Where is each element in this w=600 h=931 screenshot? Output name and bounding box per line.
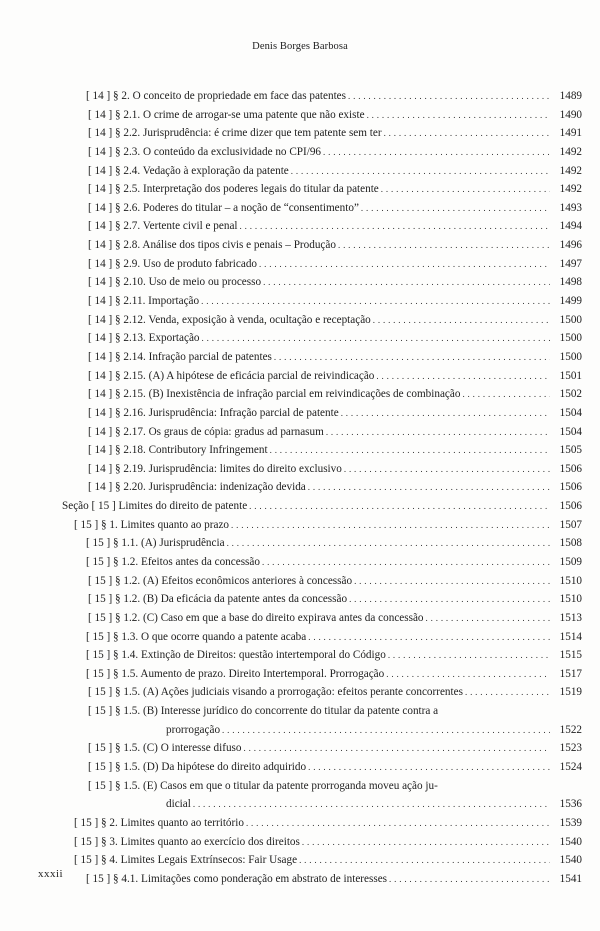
toc-page-number: 1491: [559, 127, 582, 140]
dot-leader: [354, 572, 550, 591]
toc-entry-body: [88, 124, 582, 143]
toc-entry-title: [ 15 ] § 1.2. Efeitos antes da concessão: [86, 556, 260, 568]
toc-entry-title: [ 15 ] § 4. Limites Legais Extrínsecos: Fair Usage: [74, 854, 298, 867]
toc-entry-body: [88, 143, 582, 162]
toc-entry-title: [ 14 ] § 2.20. Jurisprudência: indenização devida: [88, 481, 306, 494]
toc-entry-title: [ 14 ] § 2.15. (B) Inexistência de infração parcial em reivindicações de combinação: [88, 388, 461, 401]
toc-entry-title: [ 14 ] § 2.13. Exportação: [88, 332, 200, 345]
dot-leader: [299, 851, 550, 870]
toc-entry-title-continued: dicial: [166, 798, 191, 811]
toc-entry-body: [86, 665, 582, 684]
toc-entry-body: [88, 702, 582, 739]
toc-entry-title: [ 14 ] § 2.15. (A) A hipótese de eficácia parcial de reivindicação: [88, 369, 375, 382]
toc-page-number: 1492: [559, 145, 582, 158]
toc-entry-title: [ 15 ] § 4.1. Limitações como ponderação em abstrato de interesses: [86, 872, 388, 885]
dot-leader: [259, 255, 550, 274]
toc-page-number: 1492: [559, 164, 582, 177]
dot-leader: [202, 329, 550, 348]
toc-entry-title: [ 14 ] § 2. O conceito de propriedade em face das patentes: [86, 89, 347, 102]
toc-entry-title: [ 14 ] § 2.11. Importação: [88, 295, 200, 308]
toc-entry-body: [88, 329, 582, 348]
dot-leader: [373, 311, 550, 330]
toc-entry: [0, 739, 600, 758]
toc-entry: [0, 292, 600, 311]
toc-entry: [0, 255, 600, 274]
dot-leader: [349, 590, 550, 609]
toc-entry-title: [ 14 ] § 2.5. Interpretação dos poderes legais do titular da patente: [88, 183, 379, 196]
toc-entry-body: [88, 609, 582, 628]
dot-leader: [426, 609, 550, 628]
dot-leader: [246, 814, 550, 833]
toc-entry-title: [ 15 ] § 1.5. (A) Ações judiciais visando a prorrogação: efeitos perante concorrentes: [88, 686, 463, 699]
toc-entry: [0, 534, 600, 553]
toc-entry-title: [ 14 ] § 2.8. Análise dos tipos civis e penais – Produção: [88, 239, 336, 252]
toc-entry-body: [88, 460, 582, 479]
toc-entry: [0, 478, 600, 497]
toc-entry: [0, 516, 600, 535]
toc-page-number: 1504: [559, 425, 582, 438]
toc-entry: [0, 273, 600, 292]
toc-entry-body: [88, 106, 582, 125]
toc-page-number: 1506: [559, 500, 582, 513]
toc-entry: [0, 441, 600, 460]
toc-entry-body: [88, 441, 582, 460]
toc-entry-title: [ 14 ] § 2.10. Uso de meio ou processo: [88, 276, 262, 289]
toc-entry: [0, 590, 600, 609]
toc-entry: [0, 106, 600, 125]
toc-entry: [0, 609, 600, 628]
toc-entry-title: [ 15 ] § 1.5. (B) Interesse jurídico do concorrente do titular da patente contra a: [88, 705, 439, 718]
toc-entry: [0, 684, 600, 703]
dot-leader: [193, 795, 550, 814]
toc-page-number: 1498: [559, 276, 582, 289]
toc-entry: [0, 404, 600, 423]
toc-entry-title: [ 14 ] § 2.1. O crime de arrogar-se uma patente que não existe: [88, 108, 365, 121]
toc-entry-title-continued: prorrogação: [166, 723, 221, 736]
toc-entry: [0, 162, 600, 181]
toc-entry-body: [88, 348, 582, 367]
toc-page-number: 1524: [559, 761, 582, 774]
toc-entry-title: [ 15 ] § 1.5. (E) Casos em que o titular da patente prorroganda moveu ação ju-: [88, 779, 438, 792]
toc-entry-body: [86, 534, 582, 553]
toc-entry-title: [ 15 ] § 2. Limites quanto ao território: [74, 817, 244, 829]
toc-entry: [0, 143, 600, 162]
toc-entry: [0, 553, 600, 572]
toc-page-number: 1510: [559, 593, 582, 606]
toc-entry-title: [ 14 ] § 2.16. Jurisprudência: Infração parcial de patente: [88, 406, 339, 419]
toc-entry: [0, 833, 600, 852]
toc-entry: [0, 628, 600, 647]
toc-page-number: 1513: [559, 611, 582, 624]
toc-entry-title: [ 15 ] § 1.2. (C) Caso em que a base do direito expirava antes da concessão: [88, 611, 424, 624]
toc-entry-title: [ 14 ] § 2.14. Infração parcial de patentes: [88, 350, 272, 363]
toc-entry-body: [74, 516, 582, 535]
dot-leader: [240, 217, 550, 236]
dot-leader: [262, 553, 550, 572]
toc-entry-body: [88, 292, 582, 311]
toc-entry-body: [88, 236, 582, 255]
toc-entry-title: [ 14 ] § 2.7. Vertente civil e penal: [88, 220, 238, 233]
toc-page-number: 1492: [559, 183, 582, 196]
toc-page-number: 1501: [559, 369, 582, 382]
dot-leader: [323, 143, 550, 162]
dot-leader: [361, 199, 550, 218]
toc-entry-body: [88, 367, 582, 386]
toc-entry-title: [ 14 ] § 2.2. Jurisprudência: é crime dizer que tem patente sem ter: [88, 127, 382, 140]
toc-entry-body: [88, 758, 582, 777]
dot-leader: [389, 870, 550, 889]
toc-entry: [0, 497, 600, 516]
toc-entry-title: [ 15 ] § 1. Limites quanto ao prazo: [74, 518, 230, 531]
dot-leader: [344, 460, 550, 479]
dot-leader: [308, 758, 550, 777]
toc-entry-body: [74, 814, 582, 833]
toc-entry: [0, 758, 600, 777]
toc-page-number: 1509: [559, 556, 582, 568]
dot-leader: [222, 721, 550, 740]
toc-entry: [0, 124, 600, 143]
toc-page-number: 1517: [559, 667, 582, 680]
toc-entry-body: [86, 553, 582, 572]
toc-entry-title: [ 14 ] § 2.6. Poderes do titular – a noção de “consentimento”: [88, 201, 359, 214]
toc-entry-body: [74, 833, 582, 852]
toc-entry: [0, 702, 600, 739]
toc-entry-body: [88, 311, 582, 330]
toc-page-number: 1489: [559, 89, 582, 102]
toc-entry-body: [88, 385, 582, 404]
toc-entry-title: [ 15 ] § 1.5. (D) Da hipótese do direito adquirido: [88, 761, 307, 774]
toc-entry: [0, 236, 600, 255]
toc-page-number: 1502: [559, 388, 582, 401]
toc-page-number: 1514: [559, 630, 582, 643]
toc-entry-body: [88, 404, 582, 423]
toc-entry-title: [ 14 ] § 2.3. O conteúdo da exclusividade no CPI/96: [88, 145, 322, 158]
toc-page-number: 1494: [559, 220, 582, 233]
toc-entry-body: [88, 180, 582, 199]
toc-page-number: 1499: [559, 295, 582, 308]
toc-page-number: 1541: [559, 872, 582, 885]
toc-page-number: 1493: [559, 201, 582, 214]
toc-entry: [0, 777, 600, 814]
toc-page-number: 1507: [559, 518, 582, 531]
toc-entry-body: [88, 684, 582, 703]
toc-page-number: 1497: [559, 257, 582, 270]
toc-entry-title: [ 14 ] § 2.18. Contributory Infringement: [88, 444, 268, 457]
toc-entry: [0, 217, 600, 236]
toc-entry-title: [ 15 ] § 3. Limites quanto ao exercício dos direitos: [74, 835, 300, 848]
dot-leader: [231, 516, 550, 535]
toc-entry-body: [62, 497, 582, 516]
toc-entry: [0, 348, 600, 367]
toc-page-number: 1506: [559, 462, 582, 475]
toc-page-number: 1515: [559, 649, 582, 662]
toc-page-number: 1536: [559, 798, 582, 811]
running-head: Denis Borges Barbosa: [252, 41, 348, 52]
toc-entry-title: [ 15 ] § 1.2. (B) Da eficácia da patente antes da concessão: [88, 593, 348, 606]
toc-entry-title: [ 14 ] § 2.19. Jurisprudência: limites do direito exclusivo: [88, 462, 342, 475]
dot-leader: [341, 404, 550, 423]
toc-entry-title: [ 15 ] § 1.1. (A) Jurisprudência: [86, 537, 225, 550]
dot-leader: [384, 124, 550, 143]
toc-page-number: 1510: [559, 574, 582, 587]
dot-leader: [291, 162, 550, 181]
toc-entry-title: [ 15 ] § 1.5. (C) O interesse difuso: [88, 742, 242, 755]
dot-leader: [376, 367, 550, 386]
toc-entry: [0, 180, 600, 199]
toc-entry-title: [ 14 ] § 2.4. Vedação à exploração da patente: [88, 164, 289, 177]
toc-page-number: 1500: [559, 350, 582, 363]
toc-entry-body: [88, 199, 582, 218]
toc-page-number: 1500: [559, 332, 582, 345]
toc-entry-title: [ 15 ] § 1.2. (A) Efeitos econômicos anteriores à concessão: [88, 574, 353, 587]
toc-entry-body: [86, 87, 582, 106]
toc-page-number: 1508: [559, 537, 582, 550]
dot-leader: [348, 87, 550, 106]
dot-leader: [367, 106, 550, 125]
toc-entry-body: [88, 590, 582, 609]
toc-entry: [0, 665, 600, 684]
toc-entry-body: [88, 423, 582, 442]
dot-leader: [338, 236, 550, 255]
toc-page-number: 1519: [559, 686, 582, 699]
toc-entry: [0, 423, 600, 442]
toc-entry: [0, 385, 600, 404]
toc-page-number: 1523: [559, 742, 582, 755]
dot-leader: [263, 273, 550, 292]
toc-entry-title: [ 15 ] § 1.5. Aumento de prazo. Direito Intertemporal. Prorrogação: [86, 667, 385, 680]
toc-entry-title: [ 14 ] § 2.17. Os graus de cópia: gradus ad parnasum: [88, 425, 324, 438]
toc-entry: [0, 572, 600, 591]
dot-leader: [244, 739, 551, 758]
toc-entry: [0, 460, 600, 479]
table-of-contents: [0, 87, 600, 889]
toc-entry-body: [88, 739, 582, 758]
page-folio: xxxii: [38, 868, 64, 880]
dot-leader: [308, 478, 550, 497]
toc-page-number: 1540: [559, 854, 582, 867]
toc-entry-body: [86, 646, 582, 665]
dot-leader: [462, 385, 550, 404]
toc-entry: [0, 814, 600, 833]
toc-entry-body: [88, 478, 582, 497]
toc-page-number: 1490: [559, 108, 582, 121]
toc-entry: [0, 851, 600, 870]
dot-leader: [388, 646, 550, 665]
toc-entry: [0, 87, 600, 106]
toc-entry-body: [86, 870, 582, 889]
dot-leader: [465, 683, 550, 702]
dot-leader: [326, 423, 550, 442]
toc-page-number: 1506: [559, 481, 582, 494]
toc-entry-title: [ 15 ] § 1.4. Extinção de Direitos: questão intertemporal do Código: [86, 649, 386, 662]
toc-entry-body: [88, 777, 582, 814]
toc-entry-body: [88, 572, 582, 591]
dot-leader: [381, 180, 550, 199]
toc-page-number: 1500: [559, 313, 582, 326]
dot-leader: [201, 292, 550, 311]
toc-entry-body: [86, 628, 582, 647]
dot-leader: [274, 348, 550, 367]
dot-leader: [227, 534, 550, 553]
dot-leader: [308, 628, 550, 647]
toc-entry-body: [88, 217, 582, 236]
toc-entry: [0, 311, 600, 330]
toc-entry: [0, 199, 600, 218]
toc-entry-body: [88, 273, 582, 292]
toc-page-number: 1540: [559, 835, 582, 848]
toc-entry-body: [88, 255, 582, 274]
toc-entry: [0, 870, 600, 889]
toc-page-number: 1522: [559, 723, 582, 736]
toc-entry-title: Seção [ 15 ] Limites do direito de patente: [62, 500, 248, 513]
toc-entry: [0, 329, 600, 348]
dot-leader: [386, 665, 550, 684]
dot-leader: [249, 497, 550, 516]
toc-entry: [0, 646, 600, 665]
toc-entry-title: [ 15 ] § 1.3. O que ocorre quando a patente acaba: [86, 630, 307, 643]
toc-page-number: 1505: [559, 444, 582, 457]
toc-entry-body: [88, 162, 582, 181]
toc-entry-title: [ 14 ] § 2.12. Venda, exposição à venda, ocultação e receptação: [88, 313, 371, 326]
dot-leader: [302, 833, 550, 852]
dot-leader: [270, 441, 550, 460]
toc-page-number: 1539: [559, 817, 582, 829]
toc-entry-body: [74, 851, 582, 870]
toc-page-number: 1496: [559, 239, 582, 252]
toc-entry-title: [ 14 ] § 2.9. Uso de produto fabricado: [88, 257, 258, 270]
toc-page-number: 1504: [559, 406, 582, 419]
toc-entry: [0, 367, 600, 386]
